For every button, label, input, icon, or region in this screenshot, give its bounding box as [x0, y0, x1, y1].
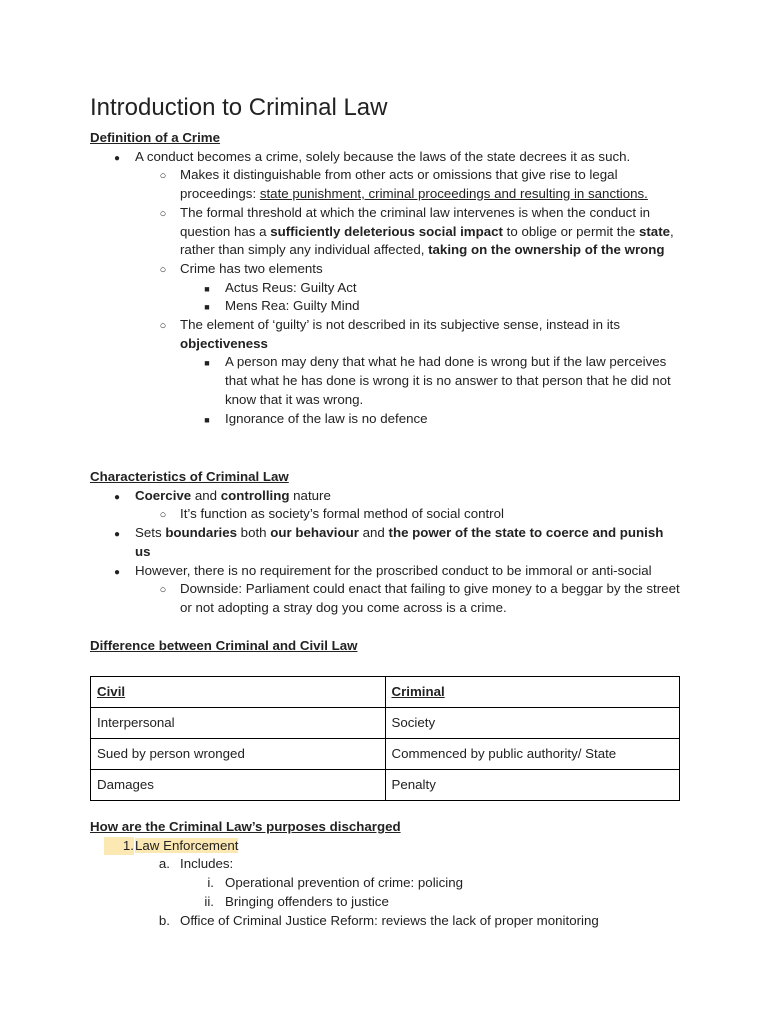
- table-header-row: [91, 677, 680, 708]
- table-row: [91, 770, 680, 801]
- circle-bullet-icon: [156, 204, 170, 224]
- table-row: [91, 708, 680, 739]
- table-cell: Commenced by public authority/ State: [385, 739, 680, 770]
- bullet-icon: [110, 148, 124, 169]
- table-header-cell: Civil: [91, 677, 386, 708]
- list-item: b. Office of Criminal Justice Reform: reviews the lack of proper monitoring: [90, 912, 680, 931]
- list-item: ■ Mens Rea: Guilty Mind: [90, 297, 680, 316]
- underlined-text: state punishment, criminal proceedings and resulting in sanctions.: [259, 186, 648, 202]
- definition-heading: Definition of a Crime: [90, 130, 221, 145]
- list-item: ○ Downside: Parliament could enact that failing to give money to a beggar by the street or not adopting a stray dog you come across is a crime.: [90, 580, 680, 617]
- list-item: a. Includes:: [90, 855, 680, 874]
- list-item: ○ The formal threshold at which the criminal law intervenes is when the conduct in question has a sufficiently deleterious social impact to oblige or permit the state, rather than simply any individual affected, taking on the ownership of the wrong: [90, 204, 680, 260]
- difference-section: [90, 637, 680, 656]
- list-roman: i.: [207, 875, 214, 891]
- bullet-icon: [110, 524, 124, 545]
- list-item: i. Operational prevention of crime: policing: [90, 874, 680, 893]
- list-item: ○ The element of ‘guilty’ is not described in its subjective sense, instead in its objectiveness: [90, 316, 680, 353]
- list-roman: ii.: [204, 893, 214, 909]
- circle-bullet-icon: [156, 316, 170, 336]
- list-item: ■ Actus Reus: Guilty Act: [90, 279, 680, 298]
- square-bullet-icon: [200, 279, 214, 299]
- bullet-icon: [110, 487, 124, 508]
- characteristics-section: [90, 468, 680, 618]
- circle-bullet-icon: [156, 260, 170, 280]
- list-item: ■ A person may deny that what he had done is wrong but if the law perceives that what he has done is wrong it is no answer to that person that he did not know that it was wrong.: [90, 353, 680, 409]
- list-item: ii. Bringing offenders to justice: [90, 893, 680, 912]
- list-item: ○ Makes it distinguishable from other acts or omissions that give rise to legal proceedings: state punishment, criminal proceedings and resulting in sanctions.: [90, 166, 680, 203]
- table-cell: Damages: [91, 770, 386, 801]
- list-item: ○ It’s function as society’s formal method of social control: [90, 505, 680, 524]
- circle-bullet-icon: [156, 580, 170, 600]
- list-number: 1.: [104, 837, 134, 856]
- table-header-cell: Criminal: [385, 677, 680, 708]
- table-row: [91, 739, 680, 770]
- list-item: ○ Crime has two elements: [90, 260, 680, 279]
- list-item: [90, 837, 680, 856]
- difference-heading: Difference between Criminal and Civil Law: [90, 638, 358, 653]
- circle-bullet-icon: [156, 505, 170, 525]
- highlighted-text: Law Enforcement: [135, 837, 239, 853]
- list-item: ● Coercive and controlling nature: [90, 487, 680, 506]
- table-cell: Interpersonal: [91, 708, 386, 739]
- square-bullet-icon: [200, 410, 214, 430]
- table-cell: Penalty: [385, 770, 680, 801]
- purposes-section: [90, 818, 680, 930]
- list-item: ● A conduct becomes a crime, solely because the laws of the state decrees it as such.: [90, 148, 680, 167]
- characteristics-heading: Characteristics of Criminal Law: [90, 469, 289, 484]
- bullet-icon: [110, 562, 124, 583]
- list-item: ● However, there is no requirement for the proscribed conduct to be immoral or anti-social: [90, 562, 680, 581]
- document-title: Introduction to Criminal Law: [90, 94, 388, 121]
- comparison-table: [90, 676, 680, 801]
- definition-section: [90, 129, 680, 428]
- table-cell: Society: [385, 708, 680, 739]
- table-cell: Sued by person wronged: [91, 739, 386, 770]
- list-item: ● Sets boundaries both our behaviour and the power of the state to coerce and punish us: [90, 524, 680, 561]
- circle-bullet-icon: [156, 166, 170, 186]
- square-bullet-icon: [200, 353, 214, 373]
- comparison-table-wrap: [90, 676, 680, 801]
- list-item: ■ Ignorance of the law is no defence: [90, 410, 680, 429]
- square-bullet-icon: [200, 297, 214, 317]
- purposes-heading: How are the Criminal Law’s purposes discharged: [90, 819, 401, 834]
- list-letter: a.: [158, 856, 170, 872]
- list-letter: b.: [158, 912, 170, 928]
